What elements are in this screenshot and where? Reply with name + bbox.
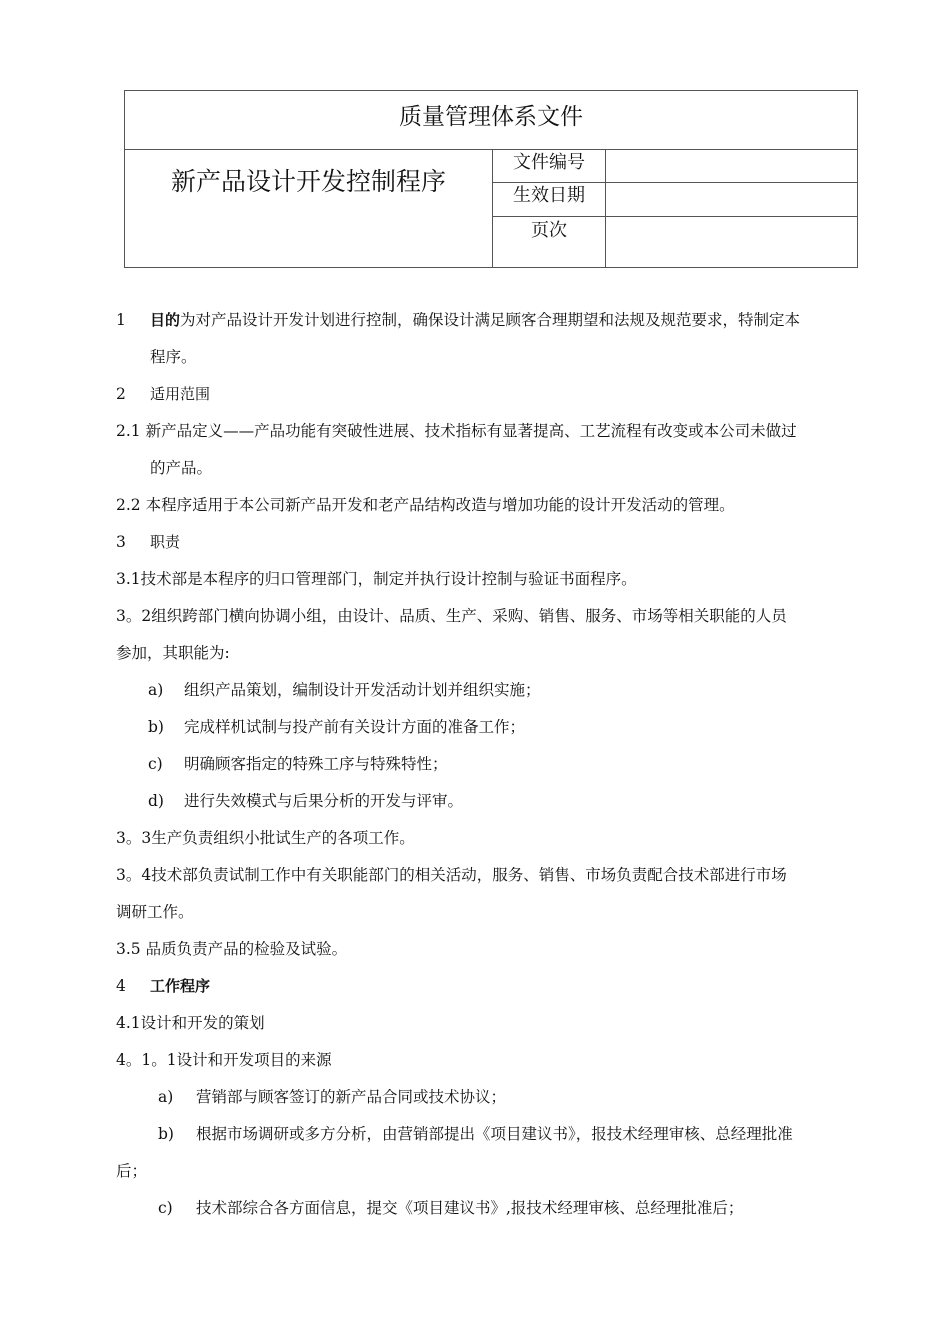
list-item — [116, 709, 868, 746]
section-4-procedure — [116, 968, 868, 1005]
clause-3-5: 3.5 品质负责产品的检验及试验。 — [116, 940, 348, 958]
effective-date-value — [606, 183, 857, 217]
list-item — [116, 746, 868, 783]
list-marker: b) — [158, 1125, 174, 1143]
list-item — [116, 783, 868, 820]
list-marker: d) — [148, 792, 164, 810]
list-marker: a) — [148, 681, 164, 699]
page-label: 页次 — [493, 217, 606, 268]
section-heading: 适用范围 — [150, 385, 211, 403]
clause-2-2: 2.2 本程序适用于本公司新产品开发和老产品结构改造与增加功能的设计开发活动的管理。 — [116, 496, 735, 514]
section-text: 为对产品设计开发计划进行控制，确保设计满足顾客合理期望和法规及规范要求，特制定本 — [180, 311, 801, 329]
list-item — [116, 1116, 868, 1153]
list-item-continuation: 后； — [116, 1162, 148, 1180]
list-marker: a) — [158, 1088, 174, 1106]
list-marker: b) — [148, 718, 164, 736]
clause-3-3: 3。3生产负责组织小批试生产的各项工作。 — [116, 829, 415, 847]
list-text: 明确顾客指定的特殊工序与特殊特性； — [184, 755, 448, 773]
list-text: 完成样机试制与投产前有关设计方面的准备工作； — [184, 718, 526, 736]
clause-4-1-1: 4。1。1设计和开发项目的来源 — [116, 1051, 332, 1069]
effective-date-label: 生效日期 — [493, 183, 606, 217]
page-value — [606, 217, 857, 268]
list-text: 营销部与顾客签订的新产品合同或技术协议； — [196, 1088, 507, 1106]
document-body — [116, 302, 868, 1227]
section-number: 3 — [116, 533, 126, 551]
section-heading: 职责 — [150, 533, 181, 551]
list-text: 进行失效模式与后果分析的开发与评审。 — [184, 792, 464, 810]
section-3-responsibilities — [116, 524, 868, 561]
section-heading: 目的 — [150, 311, 181, 329]
list-item — [116, 1079, 868, 1116]
list-text: 组织产品策划，编制设计开发活动计划并组织实施； — [184, 681, 541, 699]
clause-3-2: 3。2组织跨部门横向协调小组，由设计、品质、生产、采购、销售、服务、市场等相关职能的人员 — [116, 607, 787, 625]
list-marker: c) — [158, 1199, 173, 1217]
clause-4-1: 4.1设计和开发的策划 — [116, 1014, 265, 1032]
system-title: 质量管理体系文件 — [125, 91, 857, 150]
clause-2-1-continuation: 的产品。 — [150, 459, 213, 477]
list-text: 根据市场调研或多方分析，由营销部提出《项目建议书》，报技术经理审核、总经理批准 — [196, 1125, 793, 1143]
doc-number-label: 文件编号 — [493, 150, 606, 183]
section-number: 2 — [116, 385, 126, 403]
section-1-purpose — [116, 302, 868, 339]
list-text: 技术部综合各方面信息，提交《项目建议书》,报技术经理审核、总经理批准后； — [196, 1199, 744, 1217]
list-marker: c) — [148, 755, 163, 773]
section-number: 4 — [116, 977, 126, 995]
document-header-table — [124, 90, 858, 268]
section-2-scope — [116, 376, 868, 413]
clause-3-2-continuation: 参加，其职能为: — [116, 644, 230, 662]
clause-3-4: 3。4技术部负责试制工作中有关职能部门的相关活动，服务、销售、市场负责配合技术部进行市场 — [116, 866, 787, 884]
list-item — [116, 1190, 868, 1227]
clause-3-4-continuation: 调研工作。 — [116, 903, 194, 921]
list-item — [116, 672, 868, 709]
clause-3-1: 3.1技术部是本程序的归口管理部门，制定并执行设计控制与验证书面程序。 — [116, 570, 637, 588]
section-heading: 工作程序 — [150, 977, 211, 995]
doc-number-value — [606, 150, 857, 183]
document-title: 新产品设计开发控制程序 — [125, 150, 493, 268]
section-1-continuation: 程序。 — [150, 348, 197, 366]
section-number: 1 — [116, 311, 126, 329]
clause-2-1: 2.1 新产品定义——产品功能有突破性进展、技术指标有显著提高、工艺流程有改变或本公司未做过 — [116, 422, 797, 440]
